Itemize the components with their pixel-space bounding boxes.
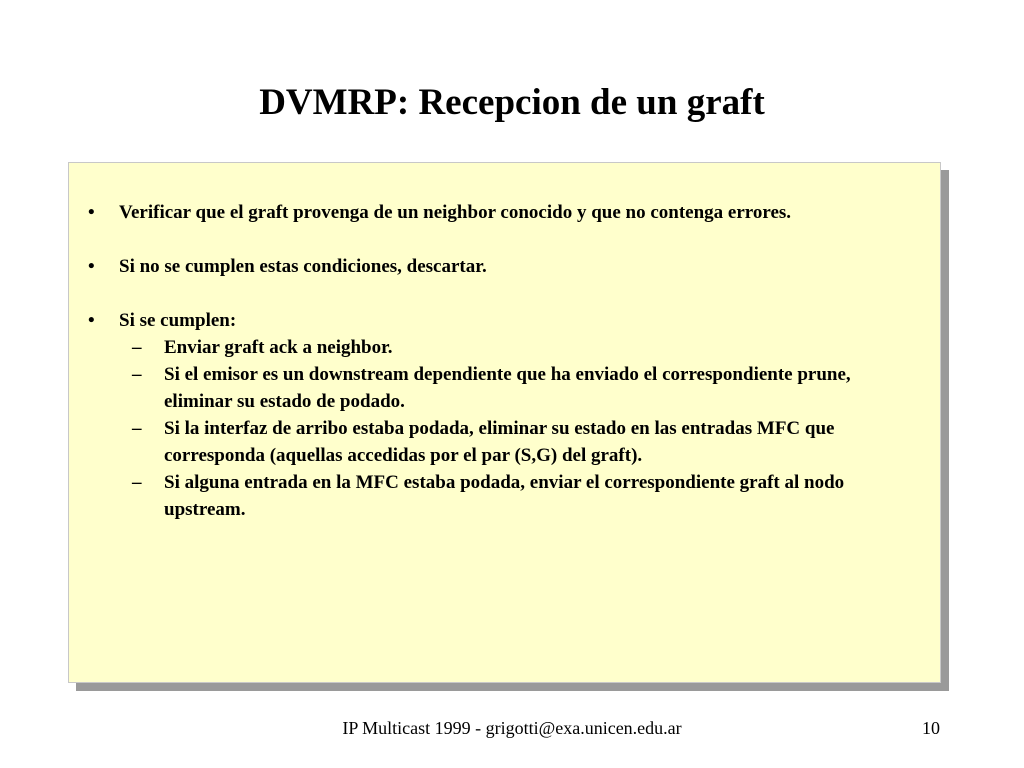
bullet-item bbox=[69, 307, 940, 523]
page-number: 10 bbox=[922, 718, 940, 738]
sub-bullet-item bbox=[69, 469, 930, 523]
bullet-icon: • bbox=[88, 256, 95, 277]
sub-bullet-list bbox=[119, 334, 930, 523]
sub-bullet-item bbox=[69, 334, 930, 361]
bullet-item bbox=[69, 199, 940, 226]
bullet-text: Verificar que el graft provenga de un neighbor conocido y que no contenga errores. bbox=[119, 202, 792, 223]
dash-icon: – bbox=[132, 418, 142, 439]
dash-icon: – bbox=[132, 364, 142, 385]
bullet-text: Si se cumplen: bbox=[119, 310, 237, 331]
bullet-list bbox=[69, 199, 940, 523]
sub-bullet-item bbox=[69, 415, 930, 469]
dash-icon: – bbox=[132, 472, 142, 493]
sub-bullet-item bbox=[69, 361, 930, 415]
footer-text: IP Multicast 1999 - grigotti@exa.unicen.edu.ar bbox=[342, 718, 682, 738]
slide-title: DVMRP: Recepcion de un graft bbox=[259, 82, 765, 123]
bullet-text: Si no se cumplen estas condiciones, descartar. bbox=[119, 256, 487, 277]
content-box bbox=[68, 162, 941, 683]
bullet-icon: • bbox=[88, 202, 95, 223]
sub-bullet-text: Si la interfaz de arribo estaba podada, eliminar su estado en las entradas MFC que corresponda (aquellas accedidas por el par (S,G) del graft). bbox=[164, 418, 835, 466]
sub-bullet-text: Si alguna entrada en la MFC estaba podada, enviar el correspondiente graft al nodo upstream. bbox=[164, 472, 845, 520]
sub-bullet-text: Si el emisor es un downstream dependiente que ha enviado el correspondiente prune, eliminar su estado de podado. bbox=[164, 364, 851, 412]
bullet-item bbox=[69, 253, 940, 280]
bullet-icon: • bbox=[88, 310, 95, 331]
sub-bullet-text: Enviar graft ack a neighbor. bbox=[164, 337, 393, 358]
dash-icon: – bbox=[132, 337, 142, 358]
